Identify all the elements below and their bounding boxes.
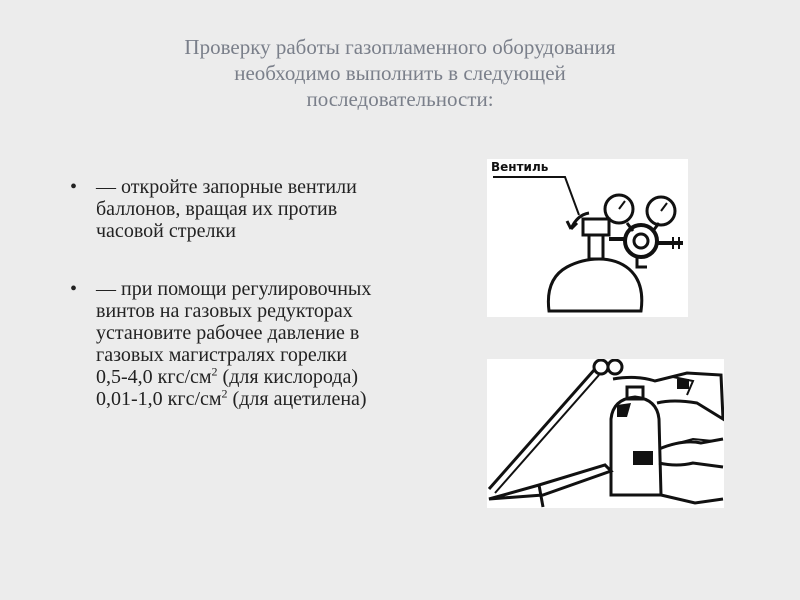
oxygen-pressure-value: 0,5-4,0 кгс/см [96,366,212,388]
title-line-2: необходимо выполнить в следующей [234,61,566,85]
valve-cylinder-illustration [487,159,688,317]
title-line-1: Проверку работы газопламенного оборудования [184,35,616,59]
reducer-adjustment-drawing [487,359,724,508]
cylinder-gauges-drawing [487,159,688,317]
bullet-line: — откройте запорные вентили [96,176,357,198]
bullet-item-open-valves [64,176,484,242]
reducer-adjustment-illustration [487,359,724,508]
bullet-list [64,176,484,446]
oxygen-label: (для кислорода) [217,366,358,388]
bullet-line: — при помощи регулировочных [96,278,372,300]
bullet-item-set-pressure [64,278,484,410]
slide-title [100,34,700,112]
bullet-marker: • [70,176,78,198]
valve-label: Вентиль [491,160,549,174]
bullet-text [96,278,484,410]
bullet-line: часовой стрелки [96,220,236,242]
title-line-3: последовательности: [306,87,494,111]
bullet-line: винтов на газовых редукторах [96,300,353,322]
bullet-text [96,176,484,242]
bullet-line: баллонов, вращая их против [96,198,338,220]
acetylene-pressure-value: 0,01-1,0 кгс/см [96,388,222,410]
acetylene-label: (для ацетилена) [227,388,367,410]
bullet-marker: • [70,278,78,300]
unit-superscript: 2 [221,386,228,401]
oxygen-pressure-line [96,366,484,388]
unit-superscript: 2 [211,364,218,379]
acetylene-pressure-line [96,388,484,410]
bullet-line: газовых магистралях горелки [96,344,348,366]
bullet-line: установите рабочее давление в [96,322,360,344]
